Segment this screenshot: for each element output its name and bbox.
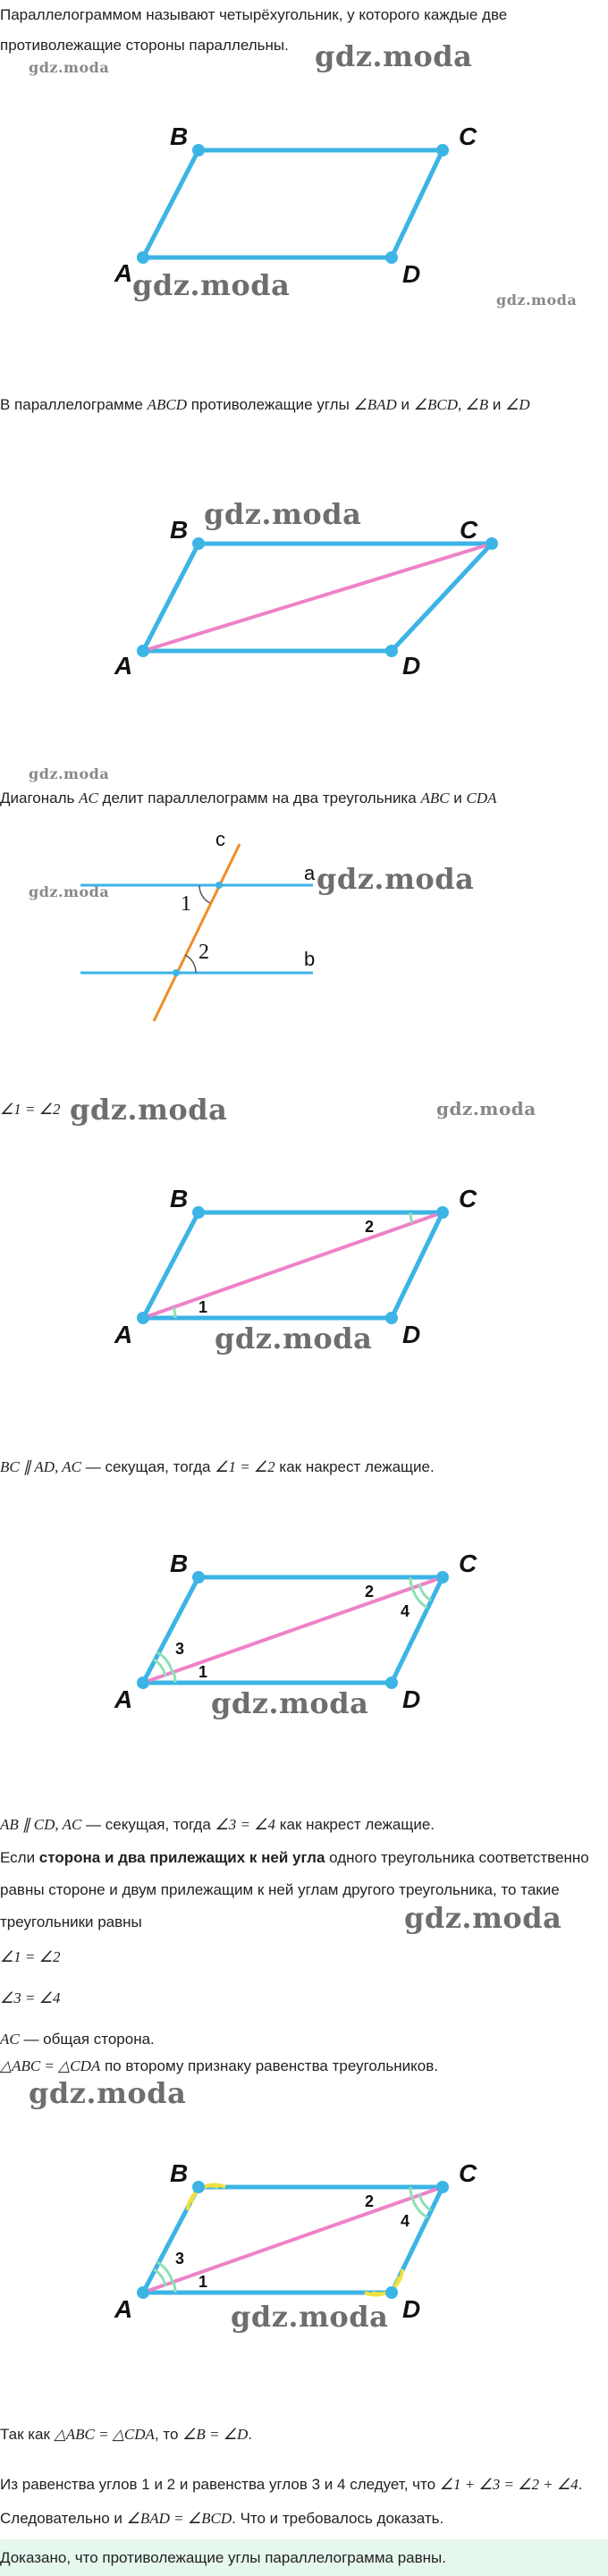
angle-1-arc xyxy=(199,885,210,903)
angle-4-arc-inner xyxy=(419,1584,431,1600)
final-proof-text xyxy=(0,2468,604,2536)
point-d xyxy=(385,251,398,264)
parallel-lines-figure xyxy=(0,826,608,1032)
point-c xyxy=(486,537,498,550)
angle-4-label: 4 xyxy=(401,2212,410,2230)
label-d: D xyxy=(402,652,421,680)
conclusion-text: Доказано, что противолежащие углы параллелограмма равны. xyxy=(0,2549,447,2566)
math-span: ∠B = ∠D xyxy=(182,2426,249,2443)
parallelogram-figure-1 xyxy=(0,98,608,313)
math-span: AC xyxy=(0,2031,20,2048)
angle-2-label: 2 xyxy=(365,1583,375,1600)
point-b xyxy=(192,2181,205,2193)
math-span: AB ∥ CD, AC xyxy=(0,1816,82,1833)
text-span: — общая сторона. xyxy=(19,2031,155,2048)
text-span: как накрест лежащие. xyxy=(274,1458,435,1475)
text-span: Из равенства углов 1 и 2 и равенства углов 3 и 4 следует, что xyxy=(0,2476,440,2493)
text-span: В параллелограмме xyxy=(0,396,148,413)
label-a: A xyxy=(114,1685,133,1713)
text-span: и xyxy=(449,790,467,807)
angle-4-label: 4 xyxy=(401,1602,410,1620)
diagonal-text xyxy=(0,783,604,814)
watermark: gdz.moda xyxy=(70,1093,228,1127)
math-span: ∠1 = ∠2 xyxy=(215,1458,275,1475)
text-span: Диагональ xyxy=(0,790,80,807)
angle-3-label: 3 xyxy=(175,2250,185,2268)
angles-b-d-text xyxy=(0,2420,604,2450)
point-a xyxy=(137,2286,149,2299)
label-a: A xyxy=(114,2295,133,2323)
label-a: A xyxy=(114,259,133,287)
point-d xyxy=(385,2286,398,2299)
angle-1-label: 1 xyxy=(198,1663,208,1681)
point-b xyxy=(192,1206,205,1219)
angle-2-label: 2 xyxy=(365,2192,375,2210)
alternate-angles-2-text xyxy=(0,1810,604,1840)
text-span: противолежащие углы xyxy=(186,396,354,413)
label-b: B xyxy=(170,122,189,150)
angle-2-arc xyxy=(185,955,196,973)
label-b: B xyxy=(170,1185,189,1212)
parallelogram-figure-4 xyxy=(0,1153,608,1350)
equation-3-eq-4: ∠3 = ∠4 xyxy=(0,1989,61,2006)
watermark: gdz.moda xyxy=(132,268,291,302)
watermark: gdz.moda xyxy=(215,1322,373,1356)
point-c xyxy=(436,1206,449,1219)
definition-text: Параллелограммом называют четырёхугольник, у которого каждые две противолежащие стороны параллельны. xyxy=(0,6,508,54)
math-span: ABC xyxy=(420,790,450,807)
common-side-text xyxy=(0,2024,604,2055)
label-line-a: a xyxy=(304,862,316,884)
point-c xyxy=(436,144,449,156)
label-d: D xyxy=(402,2295,421,2323)
label-line-c: c xyxy=(215,828,225,850)
watermark: gdz.moda xyxy=(496,291,578,308)
angle-1-label: 1 xyxy=(181,892,191,916)
text-span: . Что и требовалось доказать. xyxy=(232,2510,444,2527)
angle-1-label: 1 xyxy=(198,1298,208,1316)
label-c: C xyxy=(459,1550,477,1577)
text-span: , то xyxy=(154,2426,183,2443)
text-span: Так как xyxy=(0,2426,55,2443)
math-span: ∠BAD xyxy=(353,396,397,413)
label-a: A xyxy=(114,652,133,680)
watermark: gdz.moda xyxy=(29,2076,187,2110)
point-b xyxy=(192,1571,205,1584)
alternate-angles-1-text xyxy=(0,1452,604,1482)
math-span: ∠D xyxy=(505,396,530,413)
watermark: gdz.moda xyxy=(211,1686,369,1720)
watermark: gdz.moda xyxy=(29,59,110,76)
text-span: . Следовательно и xyxy=(0,2476,583,2527)
text-span: и xyxy=(396,396,414,413)
watermark: gdz.moda xyxy=(436,1098,536,1119)
text-span: . xyxy=(248,2426,252,2443)
text-span: по второму признаку равенства треугольников. xyxy=(100,2057,439,2074)
label-d: D xyxy=(402,1321,421,1348)
equation-1-eq-2: ∠1 = ∠2 xyxy=(0,1101,61,1118)
text-span: и xyxy=(488,396,506,413)
opposite-angles-text xyxy=(0,390,604,420)
point-b xyxy=(192,144,205,156)
math-span: CDA xyxy=(466,790,497,807)
math-span: ∠BAD = ∠BCD xyxy=(126,2510,232,2527)
angle-2-label: 2 xyxy=(198,941,209,964)
angle-3-arc-inner xyxy=(154,1660,165,1677)
point-a xyxy=(137,1312,149,1324)
point-a xyxy=(137,251,149,264)
math-span: BC ∥ AD, AC xyxy=(0,1458,81,1475)
watermark: gdz.moda xyxy=(204,497,362,531)
label-c: C xyxy=(460,516,478,544)
point-c xyxy=(436,2181,449,2193)
label-c: C xyxy=(459,122,477,150)
label-d: D xyxy=(402,1685,421,1713)
angle-2-label: 2 xyxy=(365,1218,375,1236)
point-c xyxy=(436,1571,449,1584)
label-d: D xyxy=(402,260,421,288)
math-span: ∠BCD, ∠B xyxy=(413,396,489,413)
watermark: gdz.moda xyxy=(231,2300,389,2334)
angle-4-arc-inner xyxy=(419,2193,431,2210)
text-span: Если xyxy=(0,1849,39,1866)
point-d xyxy=(385,1312,398,1324)
angle-3-arc-inner xyxy=(154,2269,165,2286)
point-d xyxy=(385,1677,398,1689)
angle-1-label: 1 xyxy=(198,2273,208,2291)
watermark: gdz.moda xyxy=(29,883,110,900)
watermark: gdz.moda xyxy=(315,39,473,73)
label-c: C xyxy=(459,1185,477,1212)
math-span: AC xyxy=(79,790,98,807)
angle-3-label: 3 xyxy=(175,1640,185,1658)
watermark: gdz.moda xyxy=(317,862,475,896)
point-d xyxy=(385,645,398,657)
label-b: B xyxy=(170,516,189,544)
label-c: C xyxy=(459,2159,477,2187)
text-span: делит параллелограмм на два треугольника xyxy=(97,790,421,807)
point-a xyxy=(137,645,149,657)
transversal-c xyxy=(154,844,240,1021)
label-a: A xyxy=(114,1321,133,1348)
point-b xyxy=(192,537,205,550)
bold-span: сторона и два прилежащих к ней угла xyxy=(38,1849,325,1866)
watermark: gdz.moda xyxy=(29,765,110,782)
intersection-point xyxy=(215,882,223,889)
equation-1-eq-2: ∠1 = ∠2 xyxy=(0,1948,61,1965)
watermark: gdz.moda xyxy=(404,1901,562,1935)
text-span: — секущая, тогда xyxy=(81,1816,215,1833)
label-b: B xyxy=(170,2159,189,2187)
intersection-point xyxy=(173,969,180,976)
text-span: как накрест лежащие. xyxy=(274,1816,435,1833)
parallelogram-sides xyxy=(143,150,443,258)
math-span: ∠1 + ∠3 = ∠2 + ∠4 xyxy=(439,2476,578,2493)
math-span: △ABC = △CDA xyxy=(54,2426,155,2443)
math-span: ABCD xyxy=(147,396,187,413)
math-span: △ABC = △CDA xyxy=(0,2057,101,2074)
label-line-b: b xyxy=(304,948,316,970)
math-span: ∠3 = ∠4 xyxy=(215,1816,275,1833)
text-span: одного треугольника соответственно равны стороне и двум прилежащим к ней углам другого треугольника, то такие треугольники равны xyxy=(0,1849,589,1930)
point-a xyxy=(137,1677,149,1689)
label-b: B xyxy=(170,1550,189,1577)
text-span: — секущая, тогда xyxy=(81,1458,215,1475)
conclusion-box xyxy=(0,2539,608,2576)
